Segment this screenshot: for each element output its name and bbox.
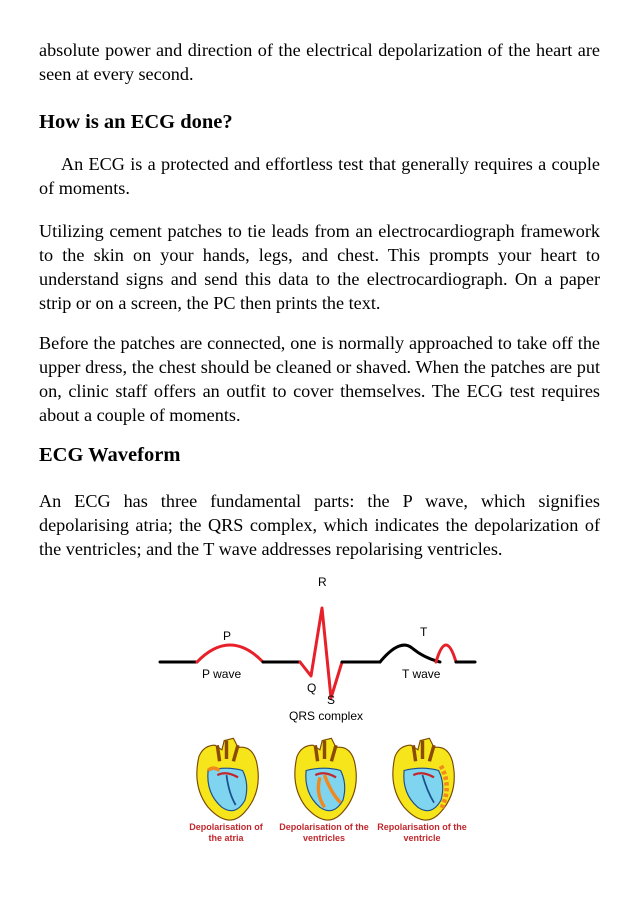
label-p: P bbox=[223, 629, 232, 643]
heading-how-ecg-done: How is an ECG done? bbox=[39, 111, 233, 133]
intro-paragraph-tail: absolute power and direction of the electrical depolarization of the heart are seen at every second. bbox=[39, 40, 600, 84]
label-qrs-complex: QRS complex bbox=[289, 709, 364, 723]
caption-ventricle-line2: ventricle bbox=[403, 833, 441, 843]
heart-ventricle-repolarisation bbox=[393, 738, 454, 820]
caption-ventricle-line1: Repolarisation of the bbox=[377, 822, 467, 832]
heading-ecg-waveform: ECG Waveform bbox=[39, 444, 181, 466]
label-p-wave: P wave bbox=[202, 667, 242, 681]
heart-ventricles-depolarisation bbox=[295, 738, 356, 820]
label-s: S bbox=[327, 693, 336, 707]
heart-atria-depolarisation bbox=[197, 738, 258, 820]
paragraph-how-2: Utilizing cement patches to tie leads from an electrocardiograph framework to the skin on your hands, legs, and chest. This prompts your heart to understand signs and send this data to the electrocardiograph. On a paper strip or on a screen, the PC then prints the text. bbox=[39, 221, 600, 313]
paragraph-waveform-1: An ECG has three fundamental parts: the P wave, which signifies depolarising atria; the QRS complex, which indicates the depolarization of the ventricles; and the T wave addresses repolarising ventricles. bbox=[39, 491, 600, 559]
caption-atria-line1: Depolarisation of bbox=[189, 822, 263, 832]
caption-atria-line2: the atria bbox=[208, 833, 244, 843]
label-t-wave: T wave bbox=[402, 667, 441, 681]
paragraph-how-3: Before the patches are connected, one is normally approached to take off the upper dress, the chest should be cleaned or shaved. When the patches are put on, clinic staff offers an outfit to cover themselves. The ECG test requires about a couple of moments. bbox=[39, 333, 600, 425]
caption-ventricles-line2: ventricles bbox=[302, 833, 346, 843]
ecg-waveform-figure bbox=[150, 568, 490, 858]
label-t: T bbox=[420, 625, 428, 639]
ecg-trace bbox=[160, 608, 475, 698]
caption-ventricles-line1: Depolarisation of the bbox=[279, 822, 369, 832]
label-q: Q bbox=[307, 681, 317, 695]
paragraph-how-1: An ECG is a protected and effortless test that generally requires a couple of moments. bbox=[39, 154, 600, 198]
label-r: R bbox=[318, 575, 327, 589]
